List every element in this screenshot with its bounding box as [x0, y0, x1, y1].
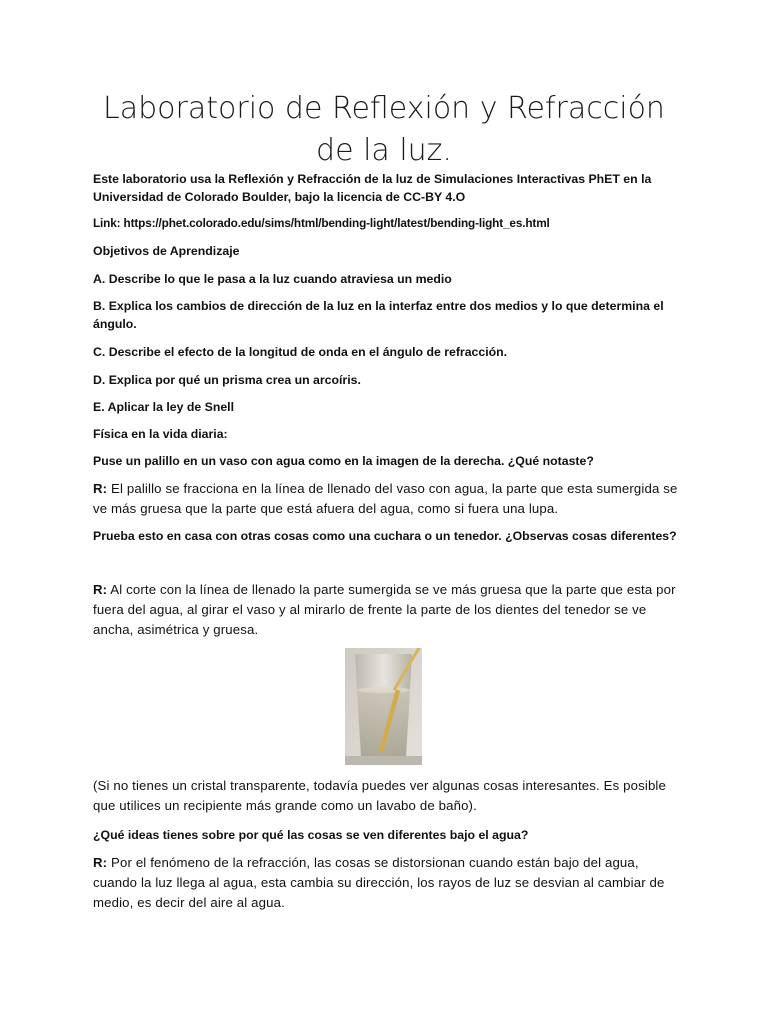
daily-life-heading: Física en la vida diaria:	[93, 427, 228, 441]
question-1: Puse un palillo en un vaso con agua como en la imagen de la derecha. ¿Qué notaste?	[93, 454, 594, 468]
answer-3-text: Por el fenómeno de la refracción, las cosas se distorsionan cuando están bajo del agua, cuando la luz llega al agua, esta cambia su dirección, los rayos de luz se desvian al cambiar de medio, es decir del aire al agua.	[93, 855, 665, 910]
objective-c: C. Describe el efecto de la longitud de onda en el ángulo de refracción.	[93, 345, 508, 359]
note-paragraph: (Si no tienes un cristal transparente, todavía puedes ver algunas cosas interesantes. Es posible que utilices un recipiente más grande como un lavabo de baño).	[93, 778, 666, 813]
link-text[interactable]: Link: https://phet.colorado.edu/sims/html/bending-light/latest/bending-light_es.html	[93, 216, 550, 230]
objective-e: E. Aplicar la ley de Snell	[93, 400, 235, 414]
objective-b: B. Explica los cambios de dirección de la luz en la interfaz entre dos medios y lo que determina el ángulo.	[93, 299, 664, 331]
answer-2-text: Al corte con la línea de llenado la parte sumergida se ve más gruesa que la parte que esta por fuera del agua, al girar el vaso y al mirarlo de frente la parte de los dientes del tenedor se ve ancha, asimétrica y gruesa.	[93, 582, 676, 637]
answer-2	[93, 580, 683, 640]
question-3: ¿Qué ideas tienes sobre por qué las cosas se ven diferentes bajo el agua?	[93, 828, 529, 842]
answer-1	[93, 479, 683, 519]
answer-label: R:	[93, 582, 108, 597]
answer-1-text: El palillo se fracciona en la línea de llenado del vaso con agua, la parte que esta sumergida se ve más gruesa que la parte que está afuera del agua, como si fuera una lupa.	[93, 481, 678, 516]
answer-label: R:	[93, 855, 108, 870]
intro-paragraph: Este laboratorio usa la Reflexión y Refracción de la luz de Simulaciones Interactivas PhET en la Universidad de Colorado Boulder, bajo la licencia de CC-BY 4.O	[93, 172, 652, 204]
objective-a: A. Describe lo que le pasa a la luz cuando atraviesa un medio	[93, 272, 452, 286]
question-2: Prueba esto en casa con otras cosas como una cuchara o un tenedor. ¿Observas cosas diferentes?	[93, 529, 677, 543]
answer-3	[93, 853, 683, 913]
answer-label: R:	[93, 481, 108, 496]
document-title: Laboratorio de Reflexión y Refracción de la luz.	[103, 91, 665, 168]
glass-with-straw-photo	[345, 648, 422, 765]
objective-d: D. Explica por qué un prisma crea un arcoíris.	[93, 373, 361, 387]
objectives-heading: Objetivos de Aprendizaje	[93, 244, 240, 258]
